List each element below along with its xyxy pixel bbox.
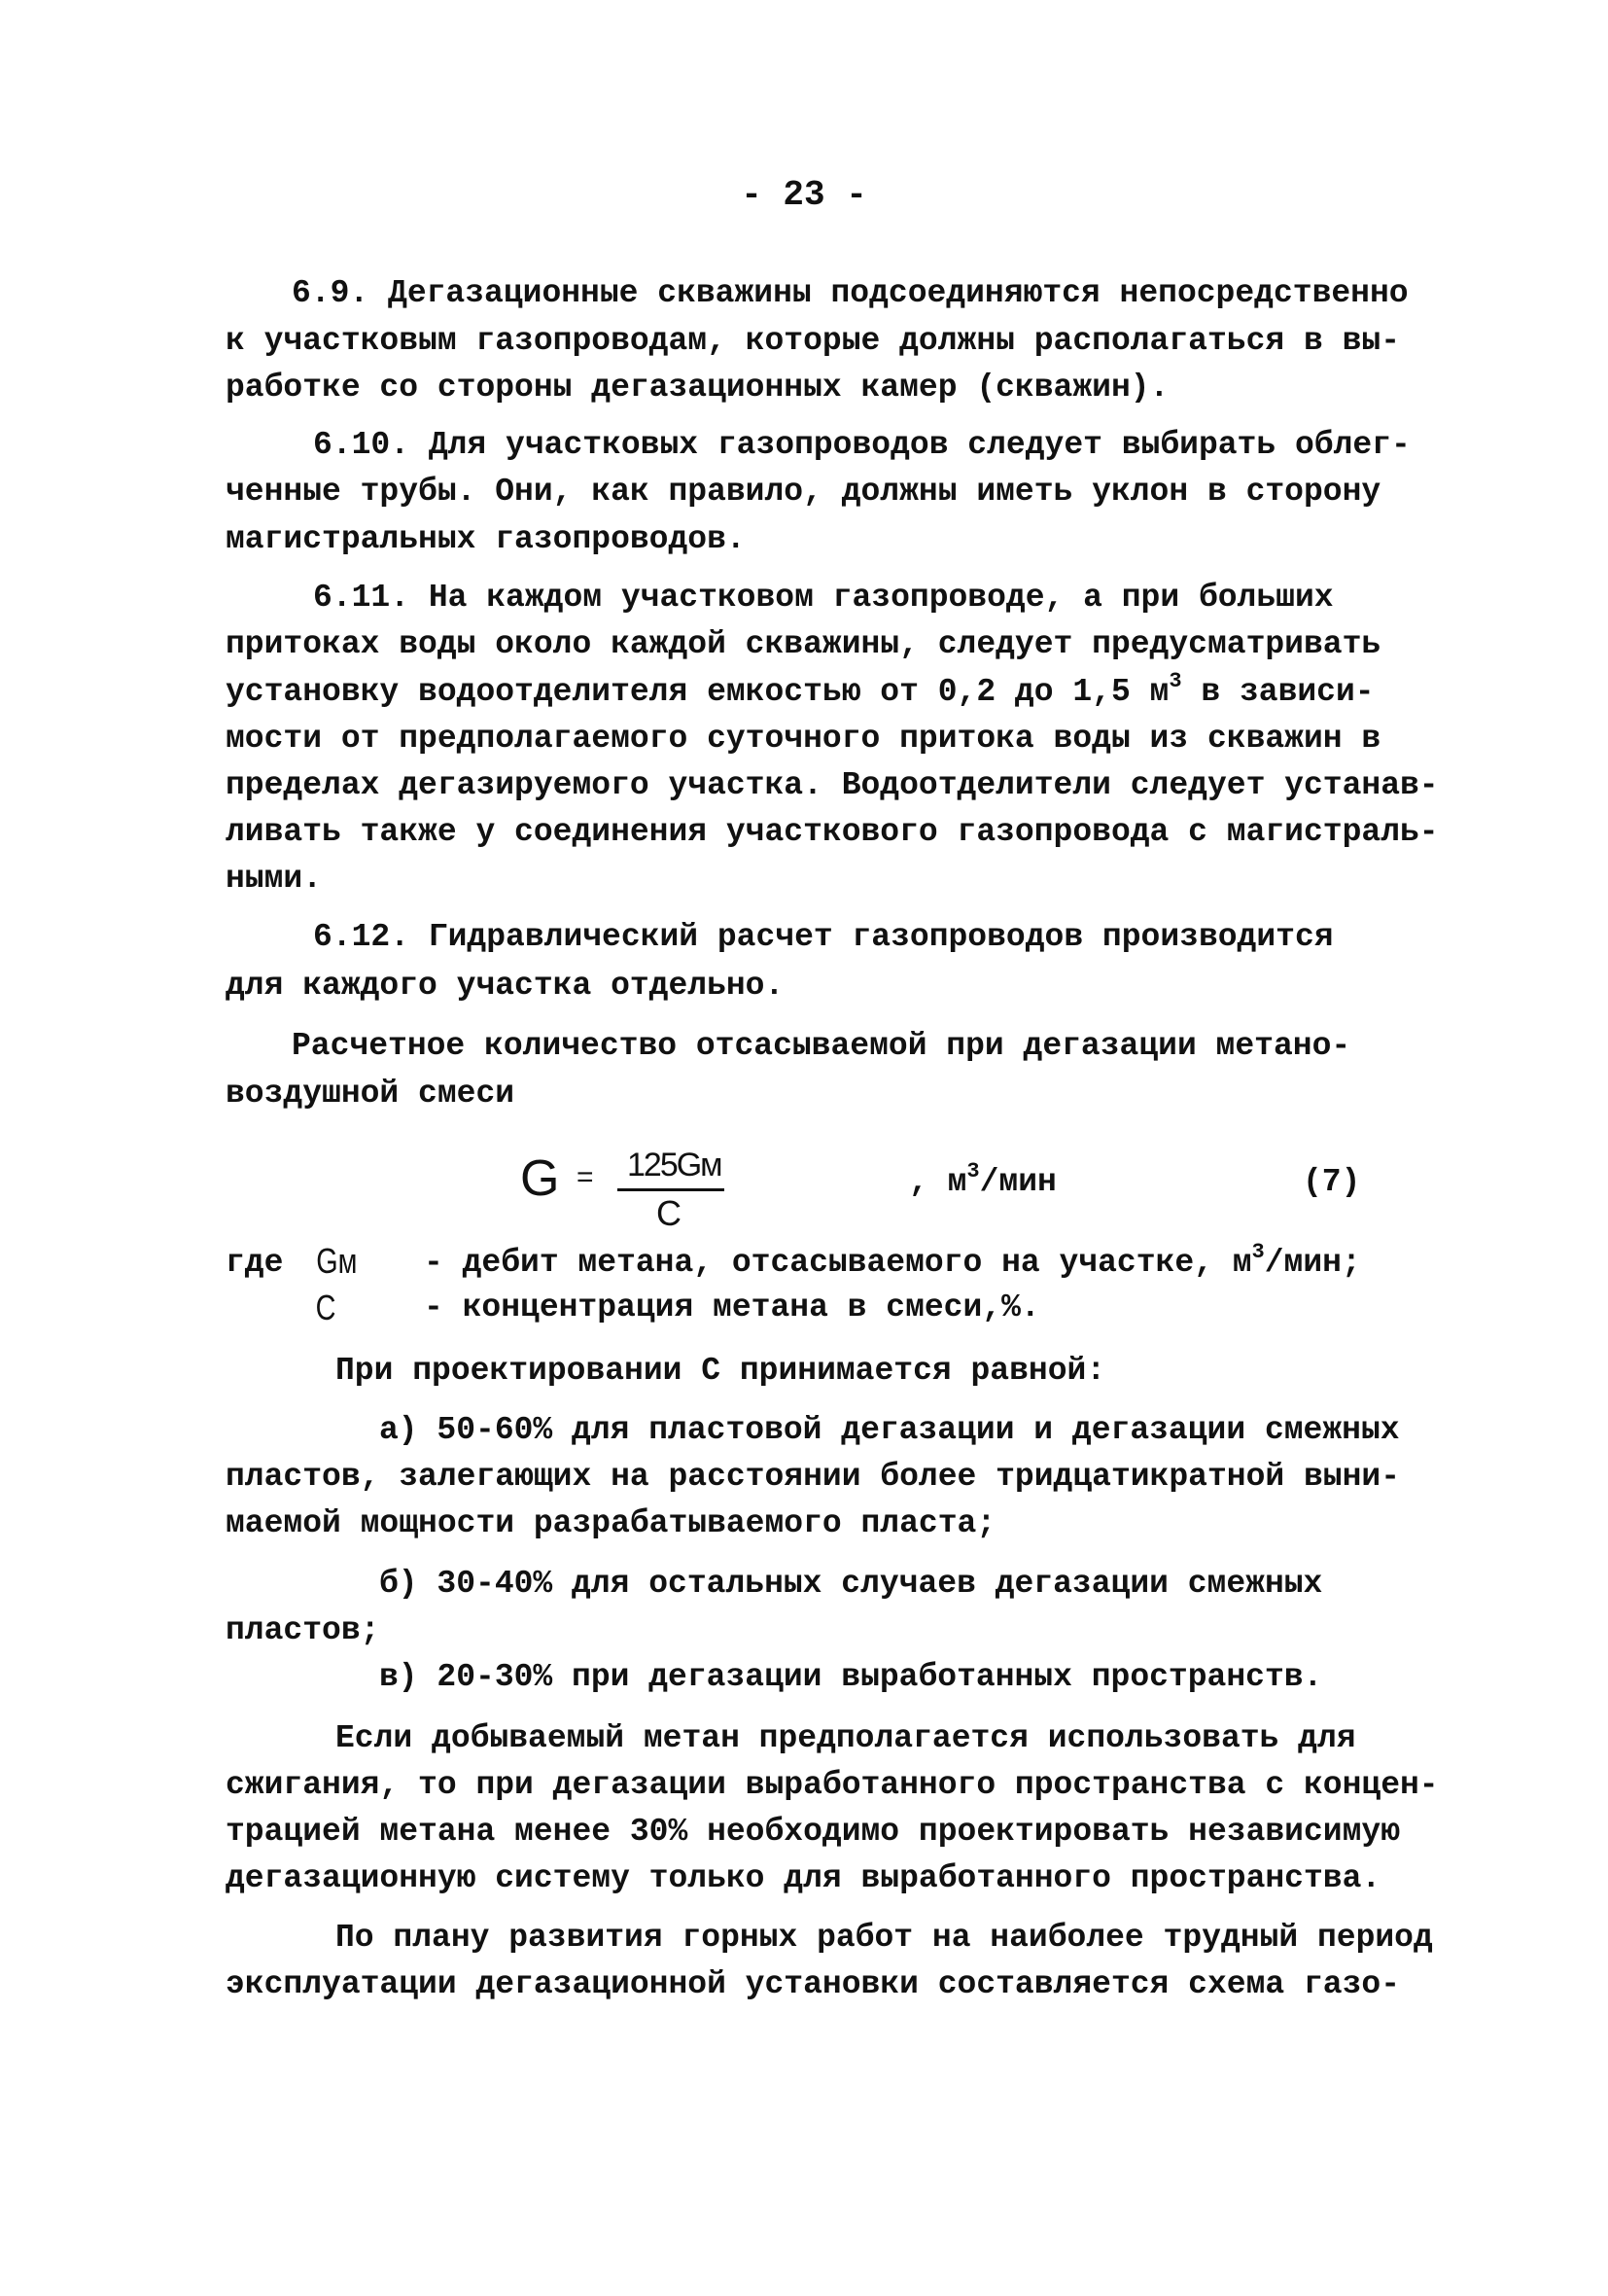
text-line: притоках воды около каждой скважины, следует предусматривать	[226, 626, 1381, 662]
formula-equals: =	[577, 1161, 594, 1193]
text-line	[424, 1240, 1361, 1283]
text-line: 6.9. Дегазационные скважины подсоединяются непосредственно	[292, 275, 1409, 311]
text-line: магистральных газопроводов.	[226, 521, 746, 557]
page-number: - 23 -	[741, 175, 867, 215]
text-line: сжигания, то при дегазации выработанного пространства с концен-	[226, 1767, 1439, 1803]
text-line: При проектировании C принимается равной:	[335, 1353, 1106, 1389]
superscript: 3	[966, 1159, 980, 1183]
text-line: воздушной смеси	[226, 1076, 515, 1112]
symbol	[313, 1289, 338, 1331]
text-line: ченные трубы. Они, как правило, должны иметь уклон в сторону	[226, 474, 1381, 510]
text-line: пластов;	[226, 1612, 380, 1648]
fraction-bar	[617, 1188, 724, 1191]
text-line: а) 50-60% для пластовой дегазации и дегазации смежных	[379, 1412, 1400, 1448]
text-line: дегазационную систему только для выработанного пространства.	[226, 1860, 1381, 1896]
text-line: трацией метана менее 30% необходимо проектировать независимую	[226, 1814, 1400, 1850]
text-line: 6.10. Для участковых газопроводов следует выбирать облег-	[313, 427, 1411, 463]
formula-lhs: G	[520, 1150, 560, 1207]
text: установку водоотделителя емкостью от 0,2 до 1,5 м	[226, 674, 1170, 710]
text-line: Если добываемый метан предполагается использовать для	[335, 1720, 1356, 1756]
formula-7	[0, 1148, 1608, 1235]
text: - дебит метана, отсасываемого на участке, м	[424, 1245, 1252, 1281]
text-line: ливать также у соединения участкового газопровода с магистраль-	[226, 814, 1439, 850]
text-line: маемой мощности разрабатываемого пласта;	[226, 1505, 996, 1541]
text: /мин	[979, 1164, 1057, 1200]
text-line: б) 30-40% для остальных случаев дегазации смежных	[379, 1566, 1323, 1602]
text-line: - концентрация метана в смеси,%.	[424, 1289, 1040, 1325]
text-line: 6.11. На каждом участковом газопроводе, а при больших	[313, 580, 1334, 616]
text-line: пластов, залегающих на расстоянии более тридцатикратной выни-	[226, 1459, 1400, 1495]
text-line: к участковым газопроводам, которые должны располагаться в вы-	[226, 323, 1400, 359]
text-line	[226, 669, 1375, 712]
list-item-c: в) 20-30% при дегазации выработанных пространств.	[379, 1659, 1323, 1695]
text-line: для каждого участка отдельно.	[226, 968, 785, 1004]
text-line: эксплуатации дегазационной установки составляется схема газо-	[226, 1966, 1400, 2002]
symbol	[311, 1242, 363, 1285]
text-line: пределах дегазируемого участка. Водоотделители следует устанав-	[226, 767, 1439, 803]
text: , м	[909, 1164, 967, 1200]
text-line: Расчетное количество отсасываемой при дегазации метано-	[292, 1028, 1351, 1064]
text-line: мости от предполагаемого суточного притока воды из скважин в	[226, 721, 1381, 757]
text-line: работке со стороны дегазационных камер (скважин).	[226, 370, 1170, 406]
text: Gм	[316, 1241, 358, 1281]
superscript: 3	[1169, 669, 1182, 693]
formula-numerator: 125Gм	[627, 1147, 721, 1183]
text-line: 6.12. Гидравлический расчет газопроводов производится	[313, 919, 1334, 955]
where-label: где	[226, 1245, 284, 1281]
superscript: 3	[1251, 1240, 1265, 1264]
text: C	[315, 1288, 336, 1327]
text: /мин;	[1264, 1245, 1361, 1281]
formula-unit	[909, 1159, 1057, 1202]
text-line	[226, 1244, 283, 1283]
text: в зависи-	[1181, 674, 1375, 710]
text-line: По плану развития горных работ на наиболее трудный период	[335, 1920, 1433, 1956]
formula-denominator: C	[656, 1193, 682, 1233]
text-line: ными.	[226, 861, 323, 897]
formula-number: (7)	[1303, 1164, 1361, 1200]
